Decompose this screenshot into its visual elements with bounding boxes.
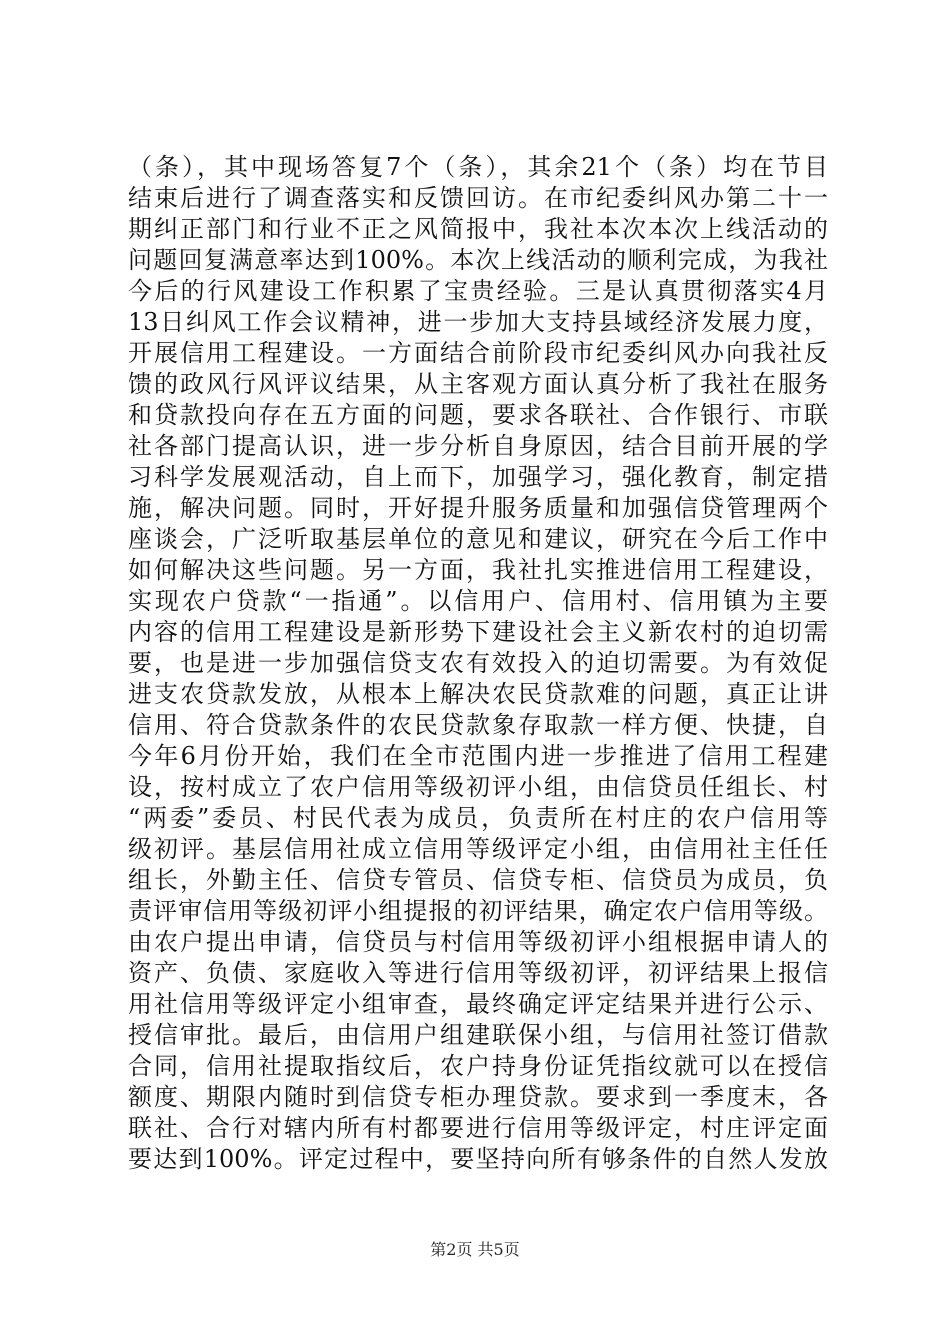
text-line: 期纠正部门和行业不正之风简报中，我社本次本次上线活动的 <box>128 215 828 243</box>
text-line: 资产、负债、家庭收入等进行信用等级初评，初评结果上报信 <box>128 959 828 987</box>
text-line: 问题回复满意率达到100%。本次上线活动的顺利完成，为我社 <box>128 246 828 274</box>
text-line: 如何解决这些问题。另一方面，我社扎实推进信用工程建设， <box>128 556 828 584</box>
text-line: 授信审批。最后，由信用户组建联保小组，与信用社签订借款 <box>128 1021 828 1049</box>
text-line: 和贷款投向存在五方面的问题，要求各联社、合作银行、市联 <box>128 401 828 429</box>
text-line: 内容的信用工程建设是新形势下建设社会主义新农村的迫切需 <box>128 618 828 646</box>
text-line: 联社、合行对辖内所有村都要进行信用等级评定，村庄评定面 <box>128 1114 828 1142</box>
text-line: 额度、期限内随时到信贷专柜办理贷款。要求到一季度末，各 <box>128 1083 828 1111</box>
text-line: 13日纠风工作会议精神，进一步加大支持县域经济发展力度， <box>128 308 828 336</box>
text-line: 开展信用工程建设。一方面结合前阶段市纪委纠风办向我社反 <box>128 339 828 367</box>
page-footer: 第2页 共5页 <box>430 1240 520 1259</box>
text-line: 由农户提出申请，信贷员与村信用等级初评小组根据申请人的 <box>128 928 828 956</box>
text-line: 要，也是进一步加强信贷支农有效投入的迫切需要。为有效促 <box>128 649 828 677</box>
text-line: 习科学发展观活动，自上而下，加强学习，强化教育，制定措 <box>128 463 828 491</box>
text-line: 进支农贷款发放，从根本上解决农民贷款难的问题，真正让讲 <box>128 680 828 708</box>
text-line: 信用、符合贷款条件的农民贷款象存取款一样方便、快捷，自 <box>128 711 828 739</box>
text-line: 施，解决问题。同时，开好提升服务质量和加强信贷管理两个 <box>128 494 828 522</box>
text-line: 结束后进行了调查落实和反馈回访。在市纪委纠风办第二十一 <box>128 184 828 212</box>
text-line: 级初评。基层信用社成立信用等级评定小组，由信用社主任任 <box>128 835 828 863</box>
text-line: 座谈会，广泛听取基层单位的意见和建议，研究在今后工作中 <box>128 525 828 553</box>
text-line: 合同，信用社提取指纹后，农户持身份证凭指纹就可以在授信 <box>128 1052 828 1080</box>
text-line: 社各部门提高认识，进一步分析自身原因，结合目前开展的学 <box>128 432 828 460</box>
text-line: “两委”委员、村民代表为成员，负责所在村庄的农户信用等 <box>128 804 828 832</box>
text-line: 馈的政风行风评议结果，从主客观方面认真分析了我社在服务 <box>128 370 828 398</box>
text-line: 今后的行风建设工作积累了宝贵经验。三是认真贯彻落实4月 <box>128 277 828 305</box>
text-line: 实现农户贷款“一指通”。以信用户、信用村、信用镇为主要 <box>128 587 828 615</box>
text-line: 今年6月份开始，我们在全市范围内进一步推进了信用工程建 <box>128 742 828 770</box>
text-line: 责评审信用等级初评小组提报的初评结果，确定农户信用等级。 <box>128 897 828 925</box>
text-line: 组长，外勤主任、信贷专管员、信贷专柜、信贷员为成员，负 <box>128 866 828 894</box>
text-line: 要达到100%。评定过程中，要坚持向所有够条件的自然人发放 <box>128 1145 828 1173</box>
text-line: 设，按村成立了农户信用等级初评小组，由信贷员任组长、村 <box>128 773 828 801</box>
text-line: 用社信用等级评定小组审查，最终确定评定结果并进行公示、 <box>128 990 828 1018</box>
body-paragraph <box>128 152 828 1175</box>
text-line: （条），其中现场答复7个（条），其余21个（条）均在节目 <box>128 153 828 181</box>
